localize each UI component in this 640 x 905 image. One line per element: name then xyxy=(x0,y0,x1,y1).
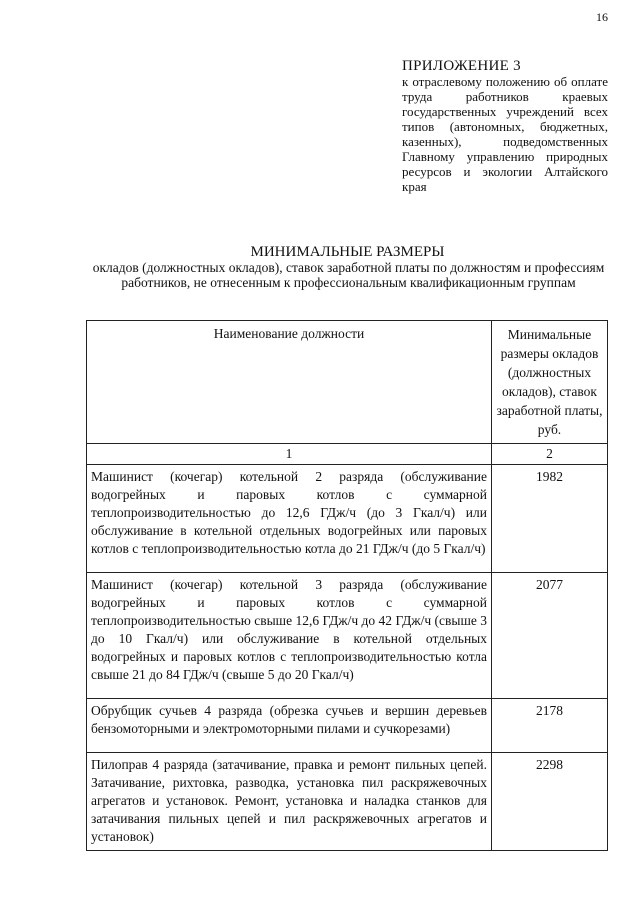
salary-table xyxy=(86,320,608,851)
table-row xyxy=(87,699,608,753)
header-position-name: Наименование должности xyxy=(87,321,492,444)
position-name: Машинист (кочегар) котельной 3 разряда (обслуживание водогрейных и паровых котлов с суммарной теплопроизводительностью свыше 12,6 ГДж/ч до 42 ГДж/ч (свыше 3 до 10 Гкал/ч) или обслуживание в котельной отдельных водогрейных и паровых котлов с теплопроизводительностью котла свыше 21 до 84 ГДж/ч (свыше 5 до 20 Гкал/ч) xyxy=(87,573,492,699)
document-title: МИНИМАЛЬНЫЕ РАЗМЕРЫ xyxy=(250,244,445,260)
position-name: Машинист (кочегар) котельной 2 разряда (обслуживание водогрейных и паровых котлов с суммарной теплопроизводительностью до 12,6 ГДж/ч (до 3 Гкал/ч) или обслуживание в котельной отдельных водогрейных или паровых котлов с теплопроизводительностью котла до 21 ГДж/ч (до 5 Гкал/ч) xyxy=(87,465,492,573)
column-number: 1 xyxy=(87,444,492,465)
column-number: 2 xyxy=(492,444,608,465)
page-number: 16 xyxy=(596,10,608,24)
column-number-row xyxy=(87,444,608,465)
table-header-row xyxy=(87,321,608,444)
appendix-title: ПРИЛОЖЕНИЕ 3 xyxy=(402,58,521,74)
salary-value: 1982 xyxy=(492,465,608,573)
document-subtitle: окладов (должностных окладов), ставок заработной платы по должностям и профессиям работников, не отнесенным к профессиональным квалификационным группам xyxy=(92,260,605,290)
table-row xyxy=(87,465,608,573)
appendix-text: к отраслевому положению об оплате труда работников краевых государственных учреждений всех типов (автономных, бюджетных, казенных), подведомственных Главному управлению природных ресурсов и экологии Алтайского края xyxy=(402,74,608,194)
position-name: Пилоправ 4 разряда (затачивание, правка и ремонт пильных цепей. Затачивание, рихтовка, разводка, установка пил раскряжевочных агрегатов и установок. Ремонт, установка и наладка станков для затачивания пильных цепей и пил раскряжевочных агрегатов и установок) xyxy=(87,753,492,851)
salary-value: 2178 xyxy=(492,699,608,753)
table-row xyxy=(87,753,608,851)
table-row xyxy=(87,573,608,699)
position-name: Обрубщик сучьев 4 разряда (обрезка сучьев и вершин деревьев бензомоторными и электромоторными пилами и сучкорезами) xyxy=(87,699,492,753)
appendix-block xyxy=(402,58,608,194)
salary-value: 2298 xyxy=(492,753,608,851)
salary-value: 2077 xyxy=(492,573,608,699)
header-min-salary: Минимальные размеры окладов (должностных окладов), ставок заработной платы, руб. xyxy=(492,321,608,444)
